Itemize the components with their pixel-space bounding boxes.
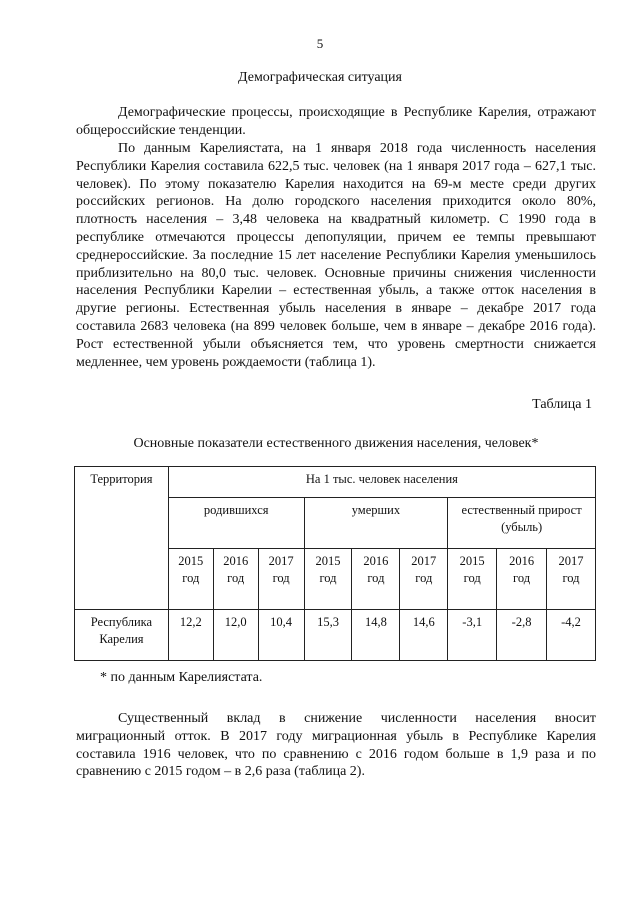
group-header-deaths: умерших xyxy=(304,498,448,549)
paragraph-population: По данным Карелиястата, на 1 января 2018 года численность населения Республики Карелия составила 622,5 тыс. человек (на 1 января 2017 года – 627,1 тыс. человек). По этому показателю Карелия находится на 69-м месте среди других российских регионов. На долю городского населения приходится около 80%, плотность населения – 3,48 человека на квадратный километр. С 1990 года в республике отмечаются процессы депопуляции, причем ее темпы превышают среднероссийские. За последние 15 лет население Республики Карелия уменьшилось приблизительно на 80,0 тыс. человек. Основные причины снижения численности населения Республики Карелии – естественная убыль, а также отток населения в другие регионы. Естественная убыль населения в январе – декабре 2017 года составила 2683 человека (на 899 человек больше, чем в январе – декабре 2016 года). Рост естественной убыли объясняется тем, что уровень смертности снижается медленнее, чем уровень рождаемости (таблица 1). xyxy=(76,141,596,370)
table-cell: -2,8 xyxy=(497,610,547,661)
table-cell: -3,1 xyxy=(448,610,497,661)
table-cell: 15,3 xyxy=(304,610,352,661)
table-cell: 14,6 xyxy=(400,610,448,661)
year-header: 2017 год xyxy=(400,549,448,610)
paragraph-intro: Демографические процессы, происходящие в Республике Карелия, отражают общероссийские тенденции. xyxy=(76,105,596,138)
demographics-table xyxy=(74,466,596,661)
table-caption: Основные показатели естественного движения населения, человек* xyxy=(133,436,539,451)
table-footnote: * по данным Карелиястата. xyxy=(100,670,263,685)
table-cell: 12,2 xyxy=(168,610,213,661)
table-row xyxy=(75,610,596,661)
header-per-thousand: На 1 тыс. человек населения xyxy=(168,467,595,498)
year-header: 2017 год xyxy=(258,549,304,610)
year-header: 2016 год xyxy=(352,549,400,610)
year-header: 2015 год xyxy=(448,549,497,610)
row-territory: Республика Карелия xyxy=(75,610,169,661)
group-header-natural-growth: естественный прирост (убыль) xyxy=(448,498,596,549)
year-header: 2016 год xyxy=(213,549,258,610)
table-cell: 14,8 xyxy=(352,610,400,661)
table-cell: 10,4 xyxy=(258,610,304,661)
table-label: Таблица 1 xyxy=(532,397,592,412)
table-cell: -4,2 xyxy=(547,610,596,661)
year-header: 2017 год xyxy=(547,549,596,610)
group-header-births: родившихся xyxy=(168,498,304,549)
section-heading: Демографическая ситуация xyxy=(238,70,402,85)
paragraph-migration: Существенный вклад в снижение численности населения вносит миграционный отток. В 2017 году миграционная убыль в Республике Карелия составила 1916 человек, что по сравнению с 2016 годом больше в 1,9 раза и по сравнению с 2015 годом – в 2,6 раза (таблица 2). xyxy=(76,711,596,780)
year-header: 2015 год xyxy=(304,549,352,610)
page-number: 5 xyxy=(316,36,324,51)
table-cell: 12,0 xyxy=(213,610,258,661)
header-territory: Территория xyxy=(75,467,169,610)
year-header: 2015 год xyxy=(168,549,213,610)
year-header: 2016 год xyxy=(497,549,547,610)
